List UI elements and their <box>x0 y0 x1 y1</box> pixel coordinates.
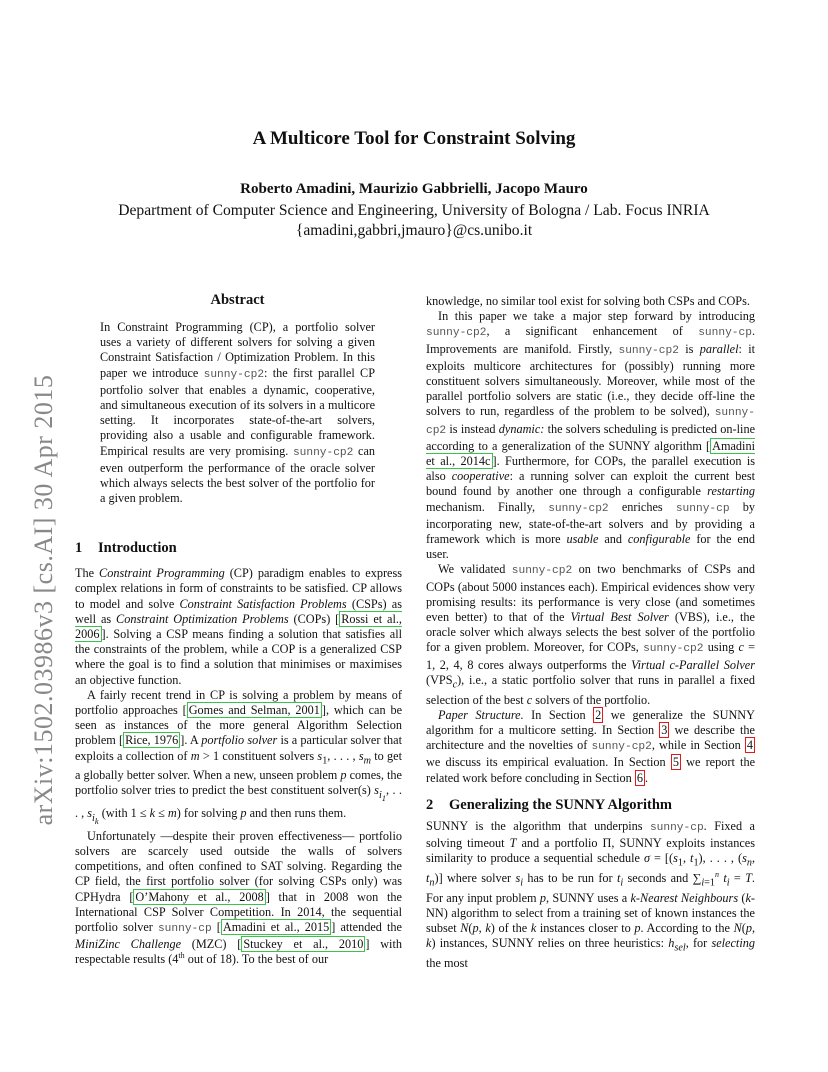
section-ref[interactable]: 5 <box>672 755 679 770</box>
section-title: Generalizing the SUNNY Algorithm <box>449 796 672 813</box>
section-ref[interactable]: 4 <box>746 738 753 753</box>
abstract-text: In Constraint Programming (CP), a portfolio solver uses a variety of different solvers for solving a given Constraint Satisfaction / Optimization Problem. In this paper we introduce sunny-cp2: the first parallel CP portfolio solver that enables a dynamic, cooperative, and simultaneous execution of its solvers in a multicore setting. It incorporates state-of-the-art solvers, providing also a usable and configurable framework. Empirical results are very promising. sunny-cp2 can even outperform the performance of the oracle solver which always selects the best solver of the portfolio for a given problem. <box>100 320 376 506</box>
citation-link[interactable]: Stuckey et al., 2010 <box>243 937 364 952</box>
citation-link[interactable]: O’Mahony et al., 2008 <box>135 889 264 904</box>
citation-link[interactable]: Rossi et al., 2006 <box>75 611 402 642</box>
affiliation-block <box>0 201 828 241</box>
section-ref[interactable]: 2 <box>595 707 602 722</box>
section-ref[interactable]: 3 <box>661 722 668 737</box>
paragraph: Unfortunately —despite their proven effectiveness— portfolio solvers are scarcely used outside the walls of solvers competitions, and often confined to SAT solving. Regarding the CP field, the first portfolio solver (for solving CSPs only) was CPHydra [ O’Mahony et al., 2008 ] that in 2008 won the International CSP Solver Competition. In 2014, the sequential portfolio solver sunny-cp [ Amadini et al., 2015 ] attended the MiniZinc Challenge (MZC) [ Stuckey et al., 2010 ] with respectable results (4th out of 18). To the best of our <box>75 828 402 967</box>
section-heading-introduction <box>75 541 402 556</box>
citation-link[interactable]: Rice, 1976 <box>125 733 179 748</box>
paragraph: Paper Structure. In Section 2 we generalize the SUNNY algorithm for a multicore setting. In Section 3 we describe the architecture and the novelties of sunny-cp2, while in Section 4 we discuss its empirical evaluation. In Section 5 we report the related work before concluding in Section 6 . <box>426 707 756 785</box>
section-ref[interactable]: 6 <box>636 770 643 785</box>
paragraph: knowledge, no similar tool exist for solving both CSPs and COPs. <box>426 294 750 308</box>
section-number: 1 <box>75 540 83 556</box>
right-column <box>426 294 755 971</box>
author-list: Roberto Amadini, Maurizio Gabbrielli, Jacopo Mauro <box>240 181 588 197</box>
section-heading-sunny <box>426 798 755 813</box>
paper-title: A Multicore Tool for Constraint Solving <box>252 128 576 149</box>
section-title: Introduction <box>98 540 177 556</box>
left-column <box>75 541 402 968</box>
abstract-heading: Abstract <box>210 292 265 308</box>
paragraph: The Constraint Programming (CP) paradigm enables to express complex relations in form of constraints to be satisfied. CP allows to model and solve Constraint Satisfaction Problems (CSPs) as well as Constraint Optimization Problems (COPs) [ Rossi et al., 2006 ]. Solving a CSP means finding a solution that satisfies all the constraints of the problem, while a COP is a generalized CSP where the goal is to find a solution that minimises or maximises an objective function. <box>75 566 403 687</box>
paragraph: SUNNY is the algorithm that underpins sunny-cp. Fixed a solving timeout T and a portfolio Π, SUNNY exploits instances similarity to produce a sequential schedule $\sigma = [(s_1$, $t_1$), . . . , ($s_n$, $t_n$)] where solver $s_i$ has to be run for $t_i$ seconds and $\sum_{i=1}^n$ $t_i = T$. For any input problem p, SUNNY uses a k-Nearest Neighbours (k-NN) algorithm to select from a training set of known instances the subset N(p, k) of the k instances closer to p. According to the N(p, k) instances, SUNNY relies on three heuristics: $h_{sel}$, for selecting the most <box>426 818 756 970</box>
citation-link[interactable]: Amadini et al., 2014c <box>426 438 755 469</box>
section-number: 2 <box>426 796 434 813</box>
affiliation: Department of Computer Science and Engineering, University of Bologna / Lab. Focus INRIA <box>118 202 710 219</box>
citation-link[interactable]: Amadini et al., 2015 <box>222 920 330 935</box>
arxiv-identifier: arXiv:1502.03986v3 [cs.AI] 30 Apr 2015 <box>29 374 58 826</box>
paragraph: A fairly recent trend in CP is solving a problem by means of portfolio approaches [ Gomes and Selman, 2001 ], which can be seen as instances of the more general Algorithm Selection problem [ Rice, 1976 ]. A portfolio solver is a particular solver that exploits a collection of m > 1 constituent solvers $s_1$, . . . , $s_m$ to get a globally better solver. When a new, unseen problem p comes, the portfolio solver tries to predict the best constituent solver(s) $s_{i_1}$, . . . , $s_{i_k}$ (with 1 ≤ k ≤ m) for solving p and then runs them. <box>75 687 403 826</box>
author-emails: {amadini,gabbri,jmauro}@cs.unibo.it <box>295 222 533 239</box>
paragraph: In this paper we take a major step forward by introducing sunny-cp2, a significant enhancement of sunny-cp. Improvements are manifold. Firstly, sunny-cp2 is parallel: it exploits multicore architectures for (possibly) running more constituent solvers simultaneously. Moreover, while most of the parallel portfolio solvers are static (i.e., they decide off-line the solvers to run, regardless of the problem to be solved), sunny-cp2 is instead dynamic: the solvers scheduling is predicted on-line according to a generalization of the SUNNY algorithm [ Amadini et al., 2014c ]. Furthermore, for COPs, the parallel execution is also cooperative: a running solver can exploit the current best bound found by another one through a configurable restarting mechanism. Finally, sunny-cp2 enriches sunny-cp by incorporating new, state-of-the-art solvers and by providing a framework which is more usable and configurable for the end user. <box>426 309 756 562</box>
citation-link[interactable]: Gomes and Selman, 2001 <box>188 703 320 718</box>
paragraph: We validated sunny-cp2 on two benchmarks of CSPs and COPs (about 5000 instances each). Empirical evidences show very promising results: its performance is very close (and sometimes even better) to that of the Virtual Best Solver (VBS), i.e., the oracle solver which always selects the best solver of the portfolio for a given problem. Moreover, for COPs, sunny-cp2 using c = 1, 2, 4, 8 cores always outperforms the Virtual c-Parallel Solver $(VPS_c)$, i.e., a static portfolio solver that runs in parallel a fixed selection of the best c solvers of the portfolio. <box>426 562 756 707</box>
